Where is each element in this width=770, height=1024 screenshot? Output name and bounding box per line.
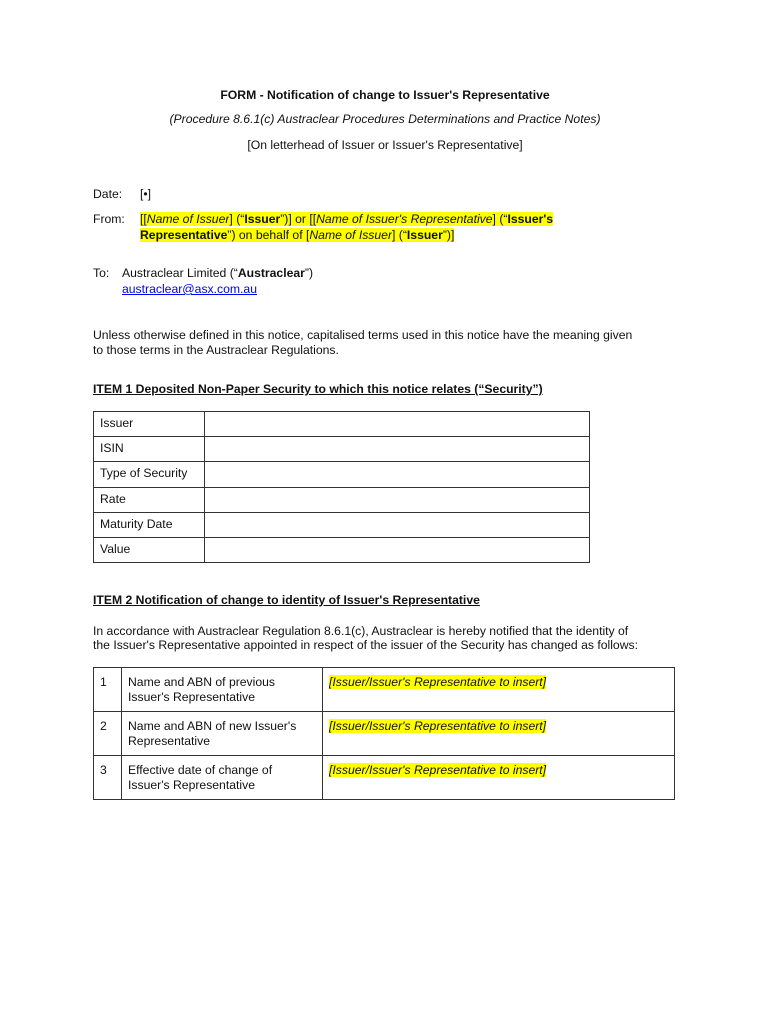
name-of-rep-placeholder: Name of Issuer's Representative <box>316 212 493 226</box>
security-field-label: ISIN <box>94 437 205 462</box>
recipient-defined-term: Austraclear <box>237 266 305 280</box>
row-value[interactable] <box>323 756 675 800</box>
representative-change-row <box>94 756 675 800</box>
insert-placeholder: [Issuer/Issuer's Representative to insert] <box>329 719 547 733</box>
item2-para-line-2: the Issuer's Representative appointed in respect of the issuer of the Security has changed as follows: <box>93 638 638 652</box>
security-field-value[interactable] <box>205 537 590 562</box>
from-text: ”)] or [[ <box>280 212 317 226</box>
item1-heading: ITEM 1 Deposited Non-Paper Security to which this notice relates (“Security”) <box>93 382 543 396</box>
representative-change-row <box>94 668 675 712</box>
security-table-row <box>94 462 590 487</box>
security-field-label: Issuer <box>94 412 205 437</box>
row-description <box>122 668 323 712</box>
from-label: From: <box>93 212 125 226</box>
insert-placeholder: [Issuer/Issuer's Representative to insert] <box>329 763 547 777</box>
recipient-text: ”) <box>304 266 314 280</box>
security-table-row <box>94 512 590 537</box>
security-field-label: Type of Security <box>94 462 205 487</box>
row-description-line-1: Effective date of change of <box>128 763 273 777</box>
security-field-label: Rate <box>94 487 205 512</box>
row-description-line-1: Name and ABN of new Issuer's <box>128 719 297 733</box>
row-description-line-2: Representative <box>128 734 210 748</box>
representative-change-table <box>93 667 675 800</box>
recipient <box>122 266 313 280</box>
security-table-row <box>94 412 590 437</box>
letterhead-note: [On letterhead of Issuer or Issuer's Representative] <box>247 138 523 152</box>
from-line-1 <box>140 212 553 226</box>
security-field-value[interactable] <box>205 462 590 487</box>
row-description <box>122 756 323 800</box>
date-value: [•] <box>140 187 152 201</box>
rep-defined-term: Issuer's <box>507 212 554 226</box>
row-description-line-1: Name and ABN of previous <box>128 675 276 689</box>
form-title: FORM - Notification of change to Issuer's Representative <box>220 88 550 102</box>
security-table <box>93 411 590 563</box>
row-value[interactable] <box>323 668 675 712</box>
insert-placeholder: [Issuer/Issuer's Representative to insert] <box>329 675 547 689</box>
issuer-defined-term: Issuer <box>406 228 443 242</box>
intro-line-1: Unless otherwise defined in this notice, capitalised terms used in this notice have the meaning given <box>93 328 633 342</box>
security-table-row <box>94 437 590 462</box>
security-field-label: Maturity Date <box>94 512 205 537</box>
from-text: ] (“ <box>392 228 407 242</box>
rep-defined-term: Representative <box>140 228 228 242</box>
recipient-text: Austraclear Limited (“ <box>122 266 238 280</box>
security-table-row <box>94 487 590 512</box>
issuer-defined-term: Issuer <box>244 212 281 226</box>
from-line-2 <box>140 228 454 242</box>
item2-heading: ITEM 2 Notification of change to identity of Issuer's Representative <box>93 593 480 607</box>
security-field-value[interactable] <box>205 512 590 537</box>
row-number: 2 <box>94 712 122 756</box>
from-text: ] (“ <box>229 212 245 226</box>
row-number: 3 <box>94 756 122 800</box>
row-number: 1 <box>94 668 122 712</box>
security-field-label: Value <box>94 537 205 562</box>
security-table-row <box>94 537 590 562</box>
name-of-issuer-placeholder: Name of Issuer <box>146 212 230 226</box>
item2-para-line-1: In accordance with Austraclear Regulation 8.6.1(c), Austraclear is hereby notified that the identity of <box>93 624 629 638</box>
procedure-reference: (Procedure 8.6.1(c) Austraclear Procedures Determinations and Practice Notes) <box>169 112 601 126</box>
date-label: Date: <box>93 187 123 201</box>
to-label: To: <box>93 266 110 280</box>
intro-line-2: to those terms in the Austraclear Regulations. <box>93 343 339 357</box>
row-description-line-2: Issuer's Representative <box>128 690 255 704</box>
representative-change-row <box>94 712 675 756</box>
from-text: ”) on behalf of [ <box>227 228 310 242</box>
name-of-issuer-placeholder: Name of Issuer <box>309 228 393 242</box>
from-text: ”)] <box>442 228 455 242</box>
from-text: ] (“ <box>492 212 508 226</box>
row-description <box>122 712 323 756</box>
row-value[interactable] <box>323 712 675 756</box>
security-field-value[interactable] <box>205 412 590 437</box>
row-description-line-2: Issuer's Representative <box>128 778 255 792</box>
security-field-value[interactable] <box>205 437 590 462</box>
recipient-email-link[interactable]: austraclear@asx.com.au <box>122 282 257 296</box>
security-field-value[interactable] <box>205 487 590 512</box>
from-text: [[ <box>140 212 147 226</box>
